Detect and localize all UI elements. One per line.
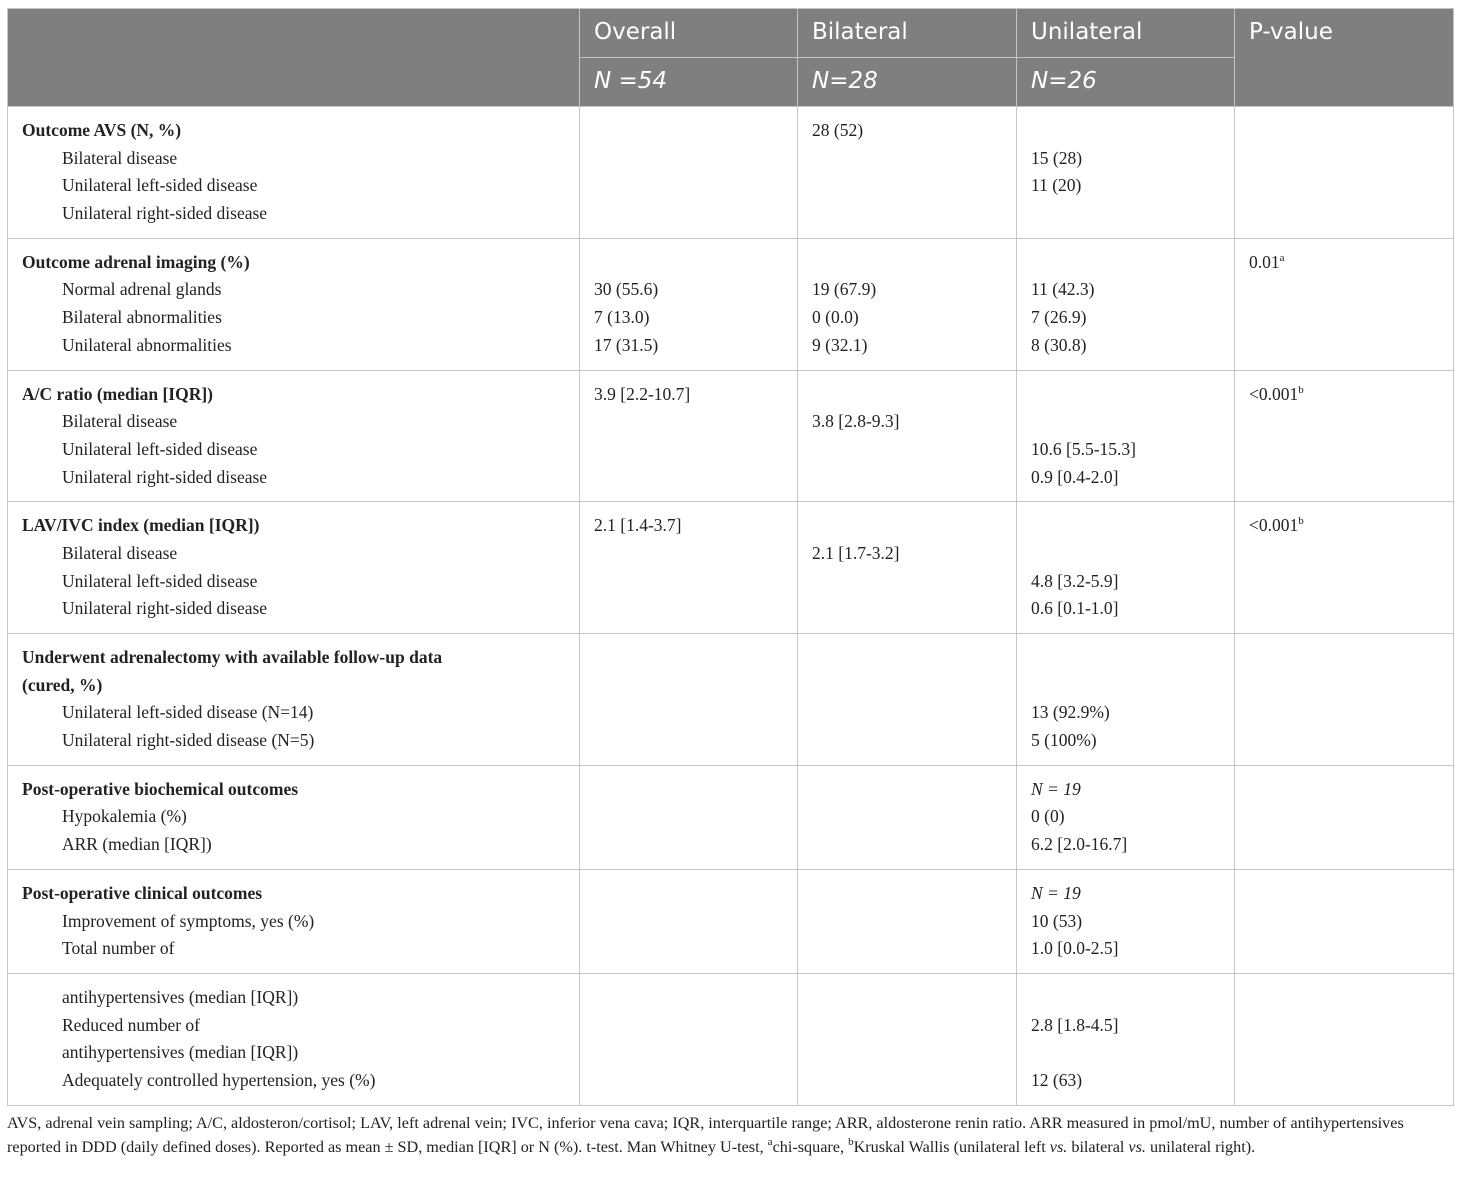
cell-value (594, 1039, 783, 1067)
cell-value (812, 984, 1002, 1012)
header-overall: Overall (580, 9, 798, 58)
cell-text: Post-operative clinical outcomes (22, 882, 263, 903)
pvalue-superscript: b (1298, 383, 1304, 396)
cell-value (1031, 1067, 1220, 1095)
cell-value (1249, 595, 1439, 623)
cell-text: 9 (32.1) (812, 334, 868, 355)
cell-overall (580, 107, 798, 239)
cell-overall (580, 765, 798, 869)
cell-pvalue (1235, 107, 1454, 239)
cell-value (1249, 540, 1439, 568)
cell-value (812, 595, 1002, 623)
footnote-sup-b: b (848, 1136, 854, 1148)
cell-value (1249, 672, 1439, 700)
cell-overall (580, 869, 798, 973)
cell-value (594, 831, 783, 859)
cell-value (1249, 1012, 1439, 1040)
cell-text: Improvement of symptoms, yes (%) (62, 910, 315, 931)
group-heading (22, 117, 565, 145)
cell-value (1249, 464, 1439, 492)
cell-value (812, 568, 1002, 596)
group-heading (22, 880, 565, 908)
table-row (8, 107, 1454, 239)
cell-value (1249, 699, 1439, 727)
cell-value (1249, 200, 1439, 228)
cell-value (1031, 568, 1220, 596)
cell-value (812, 908, 1002, 936)
cell-text: 11 (42.3) (1031, 279, 1095, 300)
cell-value (1031, 172, 1220, 200)
header-unilateral: Unilateral (1017, 9, 1235, 58)
cell-value (594, 568, 783, 596)
cell-value (594, 145, 783, 173)
cell-text: 10.6 [5.5-15.3] (1031, 438, 1136, 459)
cell-value (812, 776, 1002, 804)
footnote-text: chi-square, (772, 1138, 849, 1156)
cell-value (812, 200, 1002, 228)
row-label (22, 200, 565, 228)
cell-pvalue (1235, 869, 1454, 973)
cell-text: 0.6 [0.1-1.0] (1031, 598, 1119, 619)
cell-value (594, 595, 783, 623)
cell-text: 12 (63) (1031, 1069, 1083, 1090)
cell-value (1249, 408, 1439, 436)
cell-value (812, 436, 1002, 464)
cell-value (1249, 935, 1439, 963)
cell-value (1249, 145, 1439, 173)
cell-value (1031, 249, 1220, 277)
cell-text: N = 19 (1031, 882, 1081, 903)
cell-value (1249, 984, 1439, 1012)
cell-value (1031, 1012, 1220, 1040)
pvalue-superscript: a (1279, 251, 1285, 264)
cell-bilateral (798, 370, 1017, 502)
cell-value (1031, 935, 1220, 963)
cell-value (1249, 332, 1439, 360)
cell-value (1249, 727, 1439, 755)
group-heading (22, 512, 565, 540)
cell-value (1031, 436, 1220, 464)
cell-text: (cured, %) (22, 674, 103, 695)
cell-label (8, 973, 580, 1105)
cell-value (1031, 984, 1220, 1012)
footnote-text: Kruskal Wallis (unilateral left (853, 1138, 1050, 1156)
row-label (22, 984, 565, 1012)
row-label (22, 145, 565, 173)
footnote-text: AVS, adrenal vein sampling; A/C, aldosteron/cortisol; LAV, left adrenal vein; IVC, inferior vena cava; IQR, interquartile range; ARR, aldosterone renin ratio. ARR measured in pmol/mU, number of antihypertensives reported in DDD (daily defined doses). Reported as mean ± SD, median [IQR] or N (%). t-test. Man Whitney U-test, (7, 1114, 1404, 1156)
cell-text: 11 (20) (1031, 175, 1082, 196)
cell-text: LAV/IVC index (median [IQR]) (22, 515, 260, 536)
cell-value (812, 699, 1002, 727)
cell-value (1031, 408, 1220, 436)
cell-text: 10 (53) (1031, 910, 1083, 931)
cell-value (1031, 776, 1220, 804)
row-label (22, 727, 565, 755)
cell-text: 1.0 [0.0-2.5] (1031, 938, 1119, 959)
cell-text: Bilateral disease (62, 147, 178, 168)
cell-value (812, 540, 1002, 568)
header-pvalue: P-value (1235, 9, 1454, 107)
header-overall-n: N =54 (580, 58, 798, 107)
cell-value (812, 381, 1002, 409)
cell-text: 2.1 [1.7-3.2] (812, 542, 900, 563)
cell-value (594, 908, 783, 936)
cell-bilateral (798, 869, 1017, 973)
cell-value (594, 699, 783, 727)
cell-pvalue (1235, 634, 1454, 766)
group-heading (22, 381, 565, 409)
cell-overall (580, 634, 798, 766)
cell-pvalue (1235, 370, 1454, 502)
cell-value (1031, 464, 1220, 492)
cell-text: N = 19 (1031, 778, 1081, 799)
cell-text: Outcome adrenal imaging (%) (22, 251, 250, 272)
cell-value (594, 117, 783, 145)
cell-text: Adequately controlled hypertension, yes (%) (62, 1069, 376, 1090)
cell-value (1249, 880, 1439, 908)
cell-value (1031, 145, 1220, 173)
cell-value (812, 672, 1002, 700)
cell-unilateral (1017, 869, 1235, 973)
cell-value (1249, 1067, 1439, 1095)
cell-text: antihypertensives (median [IQR]) (62, 1042, 299, 1063)
cell-value (1031, 381, 1220, 409)
row-label (22, 408, 565, 436)
row-label (22, 595, 565, 623)
cell-value (1249, 908, 1439, 936)
cell-text: 19 (67.9) (812, 279, 877, 300)
cell-value (1249, 117, 1439, 145)
cell-value (1031, 672, 1220, 700)
cell-text: Hypokalemia (%) (62, 806, 187, 827)
cell-value (812, 935, 1002, 963)
cell-value (1031, 200, 1220, 228)
cell-value (1249, 1039, 1439, 1067)
table-header (8, 9, 1454, 107)
cell-text: Bilateral disease (62, 542, 178, 563)
cell-text: <0.001 (1249, 515, 1299, 536)
cell-value (1249, 803, 1439, 831)
cell-value (1031, 304, 1220, 332)
group-heading (22, 644, 565, 672)
cell-text: 0 (0) (1031, 806, 1065, 827)
cell-text: Underwent adrenalectomy with available follow-up data (22, 647, 443, 667)
cell-label (8, 869, 580, 973)
cell-unilateral (1017, 370, 1235, 502)
cell-text: 4.8 [3.2-5.9] (1031, 570, 1119, 591)
cell-value (594, 172, 783, 200)
cell-value (812, 644, 1002, 672)
row-label (22, 1039, 565, 1067)
cell-pvalue (1235, 502, 1454, 634)
cell-value (594, 776, 783, 804)
row-label (22, 436, 565, 464)
cell-value (812, 276, 1002, 304)
cell-text: Unilateral left-sided disease (62, 570, 258, 591)
row-label (22, 464, 565, 492)
cell-text: Unilateral left-sided disease (62, 175, 258, 196)
footnote-text: bilateral (1067, 1138, 1129, 1156)
cell-value (1031, 117, 1220, 145)
cell-label (8, 634, 580, 766)
cell-unilateral (1017, 765, 1235, 869)
cell-bilateral (798, 238, 1017, 370)
cell-unilateral (1017, 107, 1235, 239)
cell-bilateral (798, 765, 1017, 869)
cell-text: Unilateral left-sided disease (N=14) (62, 702, 314, 723)
row-label (22, 540, 565, 568)
cell-value (594, 540, 783, 568)
cell-unilateral (1017, 973, 1235, 1105)
cell-text: Post-operative biochemical outcomes (22, 778, 299, 799)
cell-overall (580, 238, 798, 370)
cell-unilateral (1017, 238, 1235, 370)
cell-value (812, 408, 1002, 436)
cell-overall (580, 370, 798, 502)
cell-value (594, 332, 783, 360)
cell-value (594, 304, 783, 332)
header-blank (8, 9, 580, 107)
cell-value (594, 727, 783, 755)
group-heading (22, 249, 565, 277)
results-table (7, 8, 1454, 1106)
cell-value (594, 249, 783, 277)
cell-value (594, 644, 783, 672)
cell-value (1249, 776, 1439, 804)
cell-text: 15 (28) (1031, 147, 1083, 168)
cell-unilateral (1017, 502, 1235, 634)
cell-value (812, 464, 1002, 492)
cell-unilateral (1017, 634, 1235, 766)
cell-value (1249, 644, 1439, 672)
cell-text: Normal adrenal glands (62, 279, 222, 300)
cell-value (594, 464, 783, 492)
cell-value (1031, 1039, 1220, 1067)
cell-text: 30 (55.6) (594, 279, 659, 300)
cell-value (1031, 880, 1220, 908)
cell-value (812, 249, 1002, 277)
header-bilateral: Bilateral (798, 9, 1017, 58)
row-label (22, 1012, 565, 1040)
cell-value (1249, 249, 1439, 277)
cell-value (1249, 512, 1439, 540)
cell-overall (580, 973, 798, 1105)
table-footnote (7, 1111, 1453, 1159)
cell-label (8, 765, 580, 869)
row-label (22, 568, 565, 596)
cell-text: 28 (52) (812, 120, 864, 140)
footnote-vs: vs. (1128, 1138, 1146, 1156)
header-unilateral-n: N=26 (1017, 58, 1235, 107)
cell-label (8, 107, 580, 239)
cell-bilateral (798, 107, 1017, 239)
header-row-titles (8, 9, 1454, 58)
cell-value (1031, 803, 1220, 831)
cell-bilateral (798, 634, 1017, 766)
cell-text: 7 (13.0) (594, 307, 650, 328)
cell-text: Unilateral right-sided disease (62, 598, 268, 619)
cell-value (594, 200, 783, 228)
cell-value (812, 512, 1002, 540)
cell-pvalue (1235, 765, 1454, 869)
cell-value (812, 1039, 1002, 1067)
cell-value (1031, 831, 1220, 859)
cell-value (812, 1067, 1002, 1095)
cell-value (594, 436, 783, 464)
table-row (8, 502, 1454, 634)
cell-text: 8 (30.8) (1031, 334, 1087, 355)
cell-value (1249, 276, 1439, 304)
footnote-vs: vs. (1049, 1138, 1068, 1156)
row-label (22, 276, 565, 304)
cell-overall (580, 502, 798, 634)
group-heading (22, 672, 565, 700)
cell-value (812, 332, 1002, 360)
cell-value (1031, 699, 1220, 727)
cell-text: Unilateral abnormalities (62, 334, 232, 355)
cell-text: Bilateral disease (62, 411, 178, 432)
cell-text: Unilateral right-sided disease (62, 203, 268, 224)
cell-value (1031, 540, 1220, 568)
cell-value (594, 381, 783, 409)
cell-text: 17 (31.5) (594, 334, 659, 355)
cell-text: antihypertensives (median [IQR]) (62, 986, 299, 1007)
cell-value (594, 1067, 783, 1095)
group-heading (22, 776, 565, 804)
cell-value (1031, 332, 1220, 360)
cell-value (594, 672, 783, 700)
cell-text: 0.9 [0.4-2.0] (1031, 466, 1119, 487)
cell-value (1249, 436, 1439, 464)
cell-text: A/C ratio (median [IQR]) (22, 383, 214, 404)
cell-value (1249, 381, 1439, 409)
footnote-sup-a: a (767, 1136, 773, 1148)
table-row (8, 973, 1454, 1105)
cell-text: Reduced number of (62, 1014, 201, 1035)
cell-text: 0 (0.0) (812, 307, 859, 328)
cell-value (1249, 568, 1439, 596)
cell-value (594, 276, 783, 304)
cell-text: 2.8 [1.8-4.5] (1031, 1014, 1119, 1035)
cell-label (8, 502, 580, 634)
table-row (8, 869, 1454, 973)
cell-text: 3.8 [2.8-9.3] (812, 411, 900, 432)
cell-text: 6.2 [2.0-16.7] (1031, 834, 1128, 855)
cell-value (594, 984, 783, 1012)
row-label (22, 831, 565, 859)
cell-value (594, 935, 783, 963)
footnote-text: unilateral right). (1145, 1138, 1256, 1156)
cell-value (1249, 304, 1439, 332)
cell-value (812, 1012, 1002, 1040)
cell-value (594, 880, 783, 908)
row-label (22, 304, 565, 332)
cell-value (812, 172, 1002, 200)
cell-value (594, 1012, 783, 1040)
table-row (8, 370, 1454, 502)
row-label (22, 699, 565, 727)
cell-text: Unilateral left-sided disease (62, 438, 258, 459)
cell-text: Unilateral right-sided disease (62, 466, 268, 487)
cell-value (1031, 276, 1220, 304)
cell-value (1031, 727, 1220, 755)
cell-pvalue (1235, 238, 1454, 370)
cell-text: ARR (median [IQR]) (62, 834, 212, 855)
cell-value (594, 408, 783, 436)
cell-pvalue (1235, 973, 1454, 1105)
cell-text: 13 (92.9%) (1031, 702, 1110, 723)
cell-value (1031, 512, 1220, 540)
pvalue-superscript: b (1298, 515, 1304, 528)
cell-value (1249, 831, 1439, 859)
cell-value (812, 831, 1002, 859)
cell-value (812, 117, 1002, 145)
table-row (8, 238, 1454, 370)
cell-value (812, 880, 1002, 908)
cell-value (1031, 595, 1220, 623)
cell-text: <0.001 (1249, 383, 1299, 404)
cell-text: Unilateral right-sided disease (N=5) (62, 730, 315, 751)
cell-label (8, 370, 580, 502)
row-label (22, 332, 565, 360)
cell-text: Total number of (62, 938, 175, 959)
row-label (22, 172, 565, 200)
cell-text: Bilateral abnormalities (62, 307, 222, 328)
cell-label (8, 238, 580, 370)
cell-text: 0.01 (1249, 251, 1280, 272)
cell-value (594, 512, 783, 540)
cell-value (594, 803, 783, 831)
table-row (8, 765, 1454, 869)
cell-value (812, 803, 1002, 831)
table-row (8, 634, 1454, 766)
cell-value (1249, 172, 1439, 200)
row-label (22, 1067, 565, 1095)
row-label (22, 935, 565, 963)
cell-text: 5 (100%) (1031, 730, 1097, 751)
row-label (22, 803, 565, 831)
table-body (8, 107, 1454, 1106)
cell-bilateral (798, 973, 1017, 1105)
cell-value (812, 304, 1002, 332)
row-label (22, 908, 565, 936)
cell-value (812, 145, 1002, 173)
cell-bilateral (798, 502, 1017, 634)
cell-text: Outcome AVS (N, %) (22, 120, 182, 140)
cell-value (1031, 908, 1220, 936)
cell-text: 2.1 [1.4-3.7] (594, 515, 682, 536)
cell-text: 7 (26.9) (1031, 307, 1087, 328)
cell-text: 3.9 [2.2-10.7] (594, 383, 691, 404)
cell-value (1031, 644, 1220, 672)
header-bilateral-n: N=28 (798, 58, 1017, 107)
cell-value (812, 727, 1002, 755)
